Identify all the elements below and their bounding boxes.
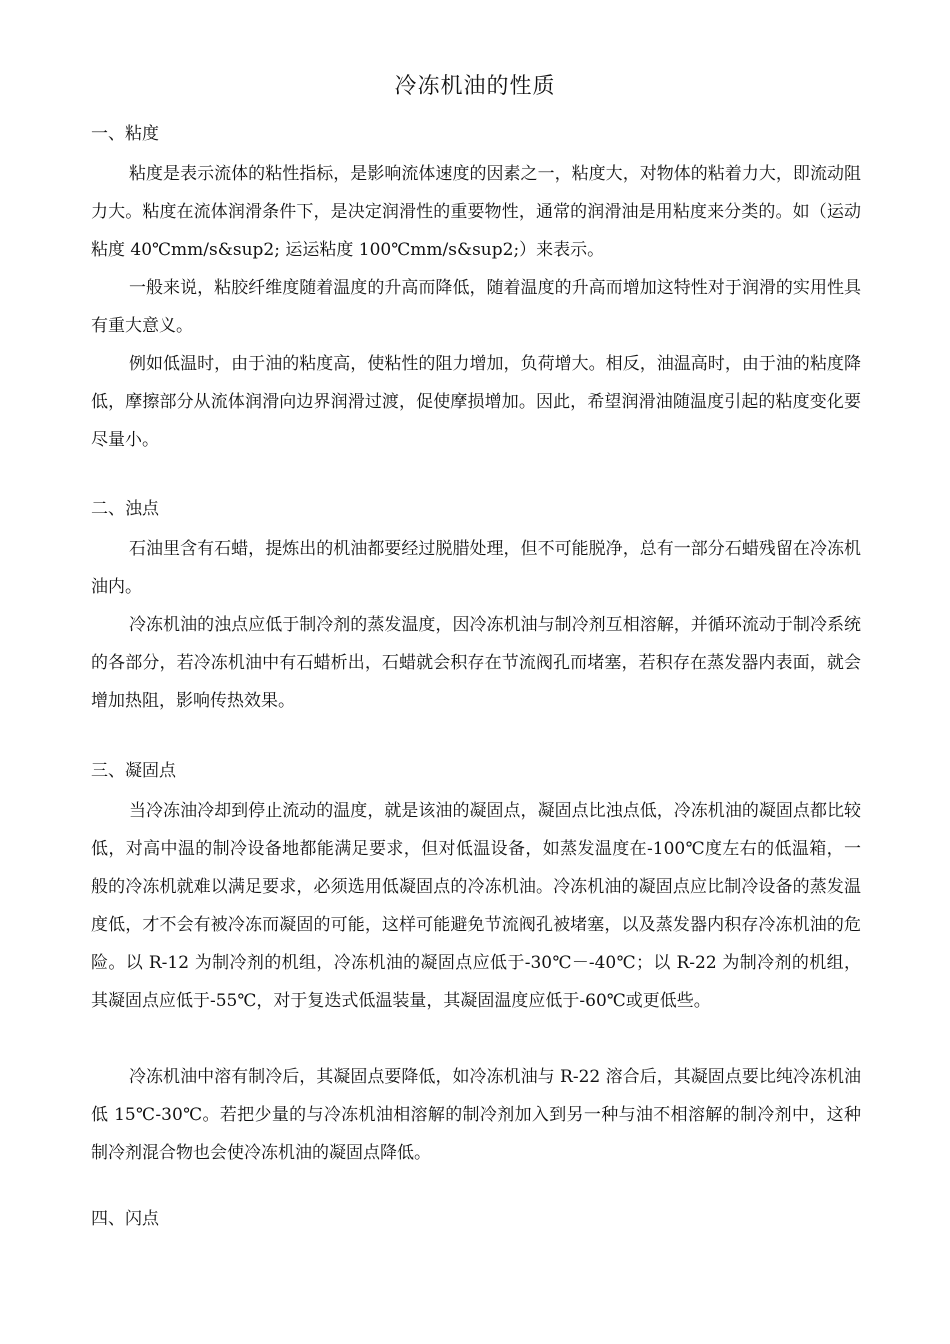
section-heading-flash-point: 四、闪点 [91, 1209, 159, 1229]
section-heading-pour-point: 三、凝固点 [91, 761, 176, 781]
paragraph: 冷冻机油的浊点应低于制冷剂的蒸发温度，因冷冻机油与制冷剂互相溶解，并循环流动于制冷系统的各部分，若冷冻机油中有石蜡析出，石蜡就会积存在节流阀孔而堵塞，若积存在蒸发器内表面，就会增加热阻，影响传热效果。 [91, 615, 861, 711]
section-heading-viscosity: 一、粘度 [91, 124, 159, 144]
section-heading-cloud-point: 二、浊点 [91, 499, 159, 519]
paragraph: 当冷冻油冷却到停止流动的温度，就是该油的凝固点，凝固点比浊点低，冷冻机油的凝固点都比较低，对高中温的制冷设备地都能满足要求，但对低温设备，如蒸发温度在-100℃度左右的低温箱，一般的冷冻机就难以满足要求，必须选用低凝固点的冷冻机油。冷冻机油的凝固点应比制冷设备的蒸发温度低，才不会有被冷冻而凝固的可能，这样可能避免节流阀孔被堵塞，以及蒸发器内积存冷冻机油的危险。以 R-12 为制冷剂的机组，冷冻机油的凝固点应低于-30℃－-40℃；以 R-22 为制冷剂的机组，其凝固点应低于-55℃，对于复迭式低温装量，其凝固温度应低于-60℃或更低些。 [91, 801, 861, 1011]
paragraph: 一般来说，粘胶纤维度随着温度的升高而降低，随着温度的升高而增加这特性对于润滑的实用性具有重大意义。 [91, 278, 861, 336]
paragraph: 粘度是表示流体的粘性指标，是影响流体速度的因素之一，粘度大，对物体的粘着力大，即流动阻力大。粘度在流体润滑条件下，是决定润滑性的重要物性，通常的润滑油是用粘度来分类的。如（运动粘度 40℃mm/s&sup2; 运运粘度 100℃mm/s&sup2;）来表示。 [91, 164, 861, 260]
document-title: 冷冻机油的性质 [394, 74, 556, 99]
paragraph: 例如低温时，由于油的粘度高，使粘性的阻力增加，负荷增大。相反，油温高时，由于油的粘度降低，摩擦部分从流体润滑向边界润滑过渡，促使摩损增加。因此，希望润滑油随温度引起的粘度变化要尽量小。 [91, 354, 861, 450]
paragraph: 冷冻机油中溶有制冷后，其凝固点要降低，如冷冻机油与 R-22 溶合后，其凝固点要比纯冷冻机油低 15℃-30℃。若把少量的与冷冻机油相溶解的制冷剂加入到另一种与油不相溶解的制冷剂中，这种制冷剂混合物也会使冷冻机油的凝固点降低。 [91, 1067, 861, 1163]
paragraph: 石油里含有石蜡，提炼出的机油都要经过脱腊处理，但不可能脱净，总有一部分石蜡残留在冷冻机油内。 [91, 539, 861, 597]
